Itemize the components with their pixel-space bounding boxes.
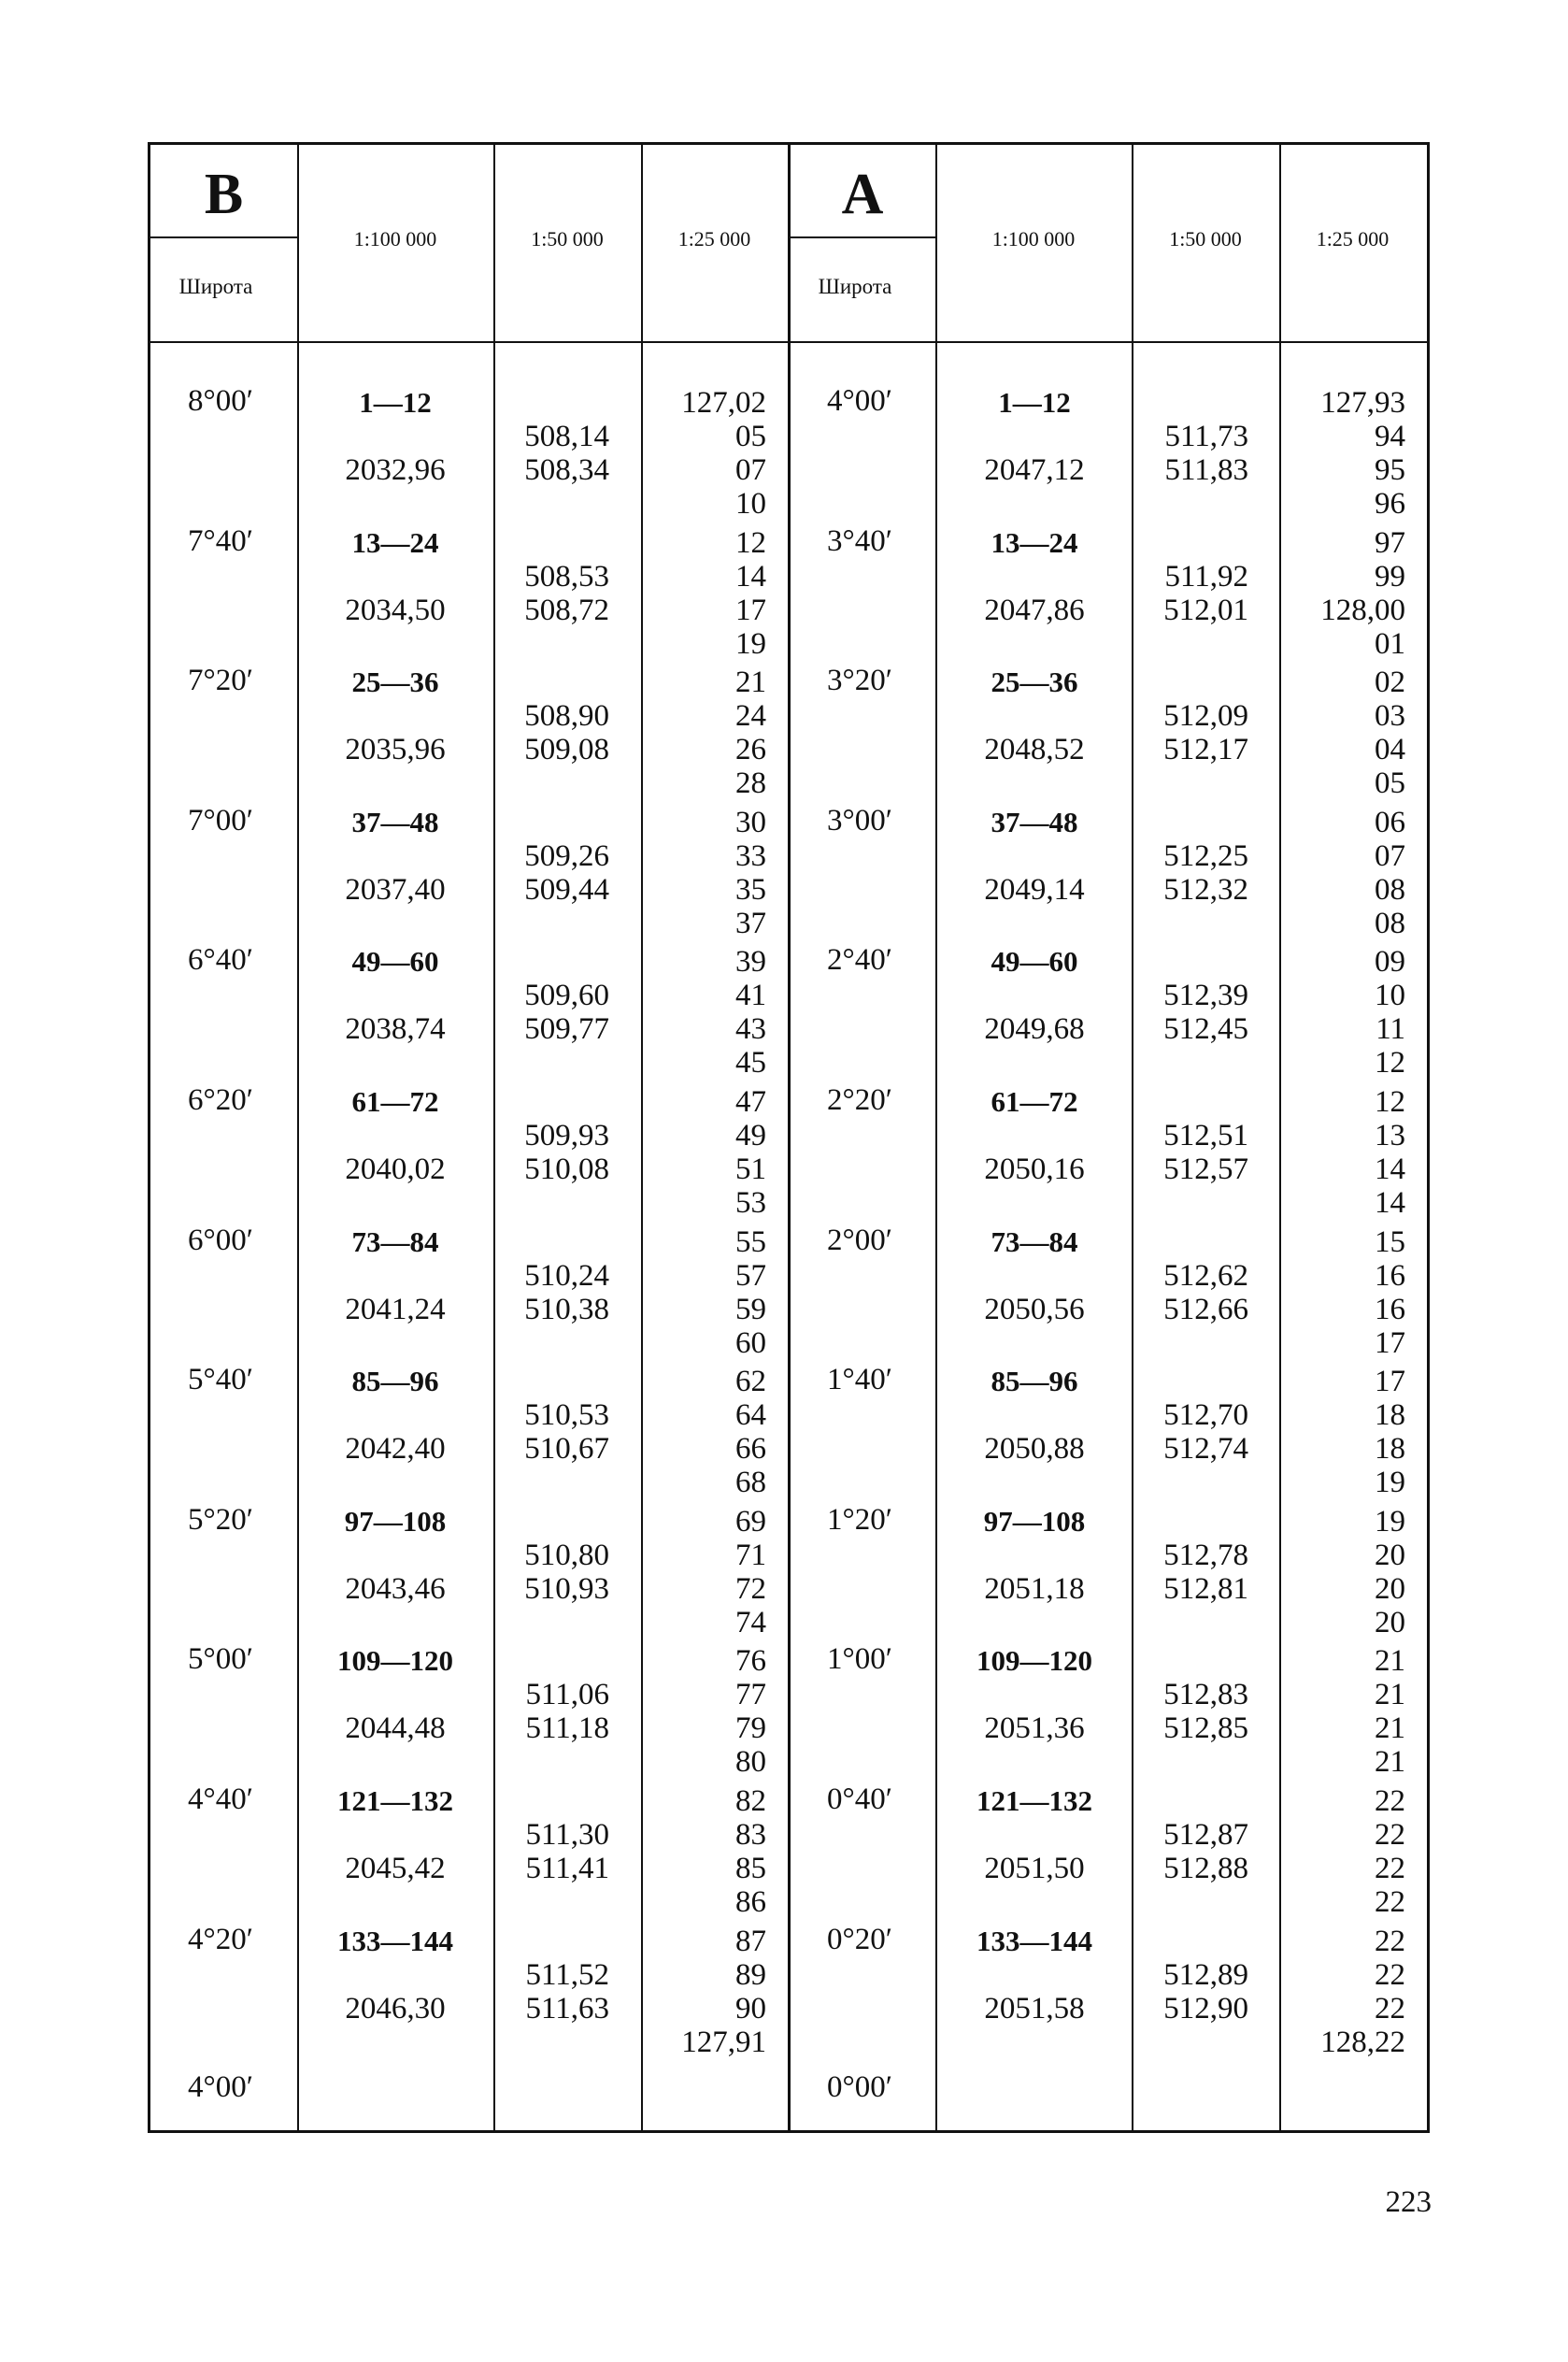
scale-50k-header: 1:50 000 (531, 227, 604, 251)
scale-25k-value: 12 (735, 525, 766, 560)
scale-25k-value: 55 (735, 1224, 766, 1259)
latitude-cell: 7°00′ (188, 803, 253, 837)
scale-25k-value: 86 (735, 1885, 766, 1919)
sheet-range-cell: 37—48 (991, 805, 1078, 838)
sheet-range-cell: 97—108 (983, 1504, 1086, 1538)
scale-25k-value: 22 (1375, 1957, 1405, 1992)
scale-25k-value: 04 (1375, 733, 1405, 767)
scale-25k-value: 26 (735, 733, 766, 767)
scale-50k-value: 512,51 (1163, 1119, 1248, 1152)
sheet-range-cell: 109—120 (976, 1644, 1092, 1678)
scale-25k-value: 15 (1375, 1224, 1405, 1259)
latitude-cell: 2°40′ (827, 943, 892, 978)
scale-100k-value: 2051,18 (984, 1571, 1085, 1606)
latitude-header: Широта (818, 275, 892, 298)
scale-50k-value: 508,90 (524, 699, 609, 734)
scale-50k-value: 511,92 (1164, 559, 1248, 594)
scale-25k-value: 59 (735, 1292, 766, 1326)
scale-50k-value: 510,08 (524, 1152, 609, 1186)
scale-25k-value: 127,02 (681, 386, 766, 420)
scale-25k-value: 82 (735, 1784, 766, 1818)
scale-25k-value: 16 (1375, 1258, 1405, 1293)
scale-50k-value: 509,60 (524, 979, 609, 1013)
sheet-range-cell: 49—60 (991, 945, 1078, 979)
scale-50k-value: 510,24 (524, 1258, 609, 1293)
scale-25k-value: 72 (735, 1571, 766, 1606)
scale-50k-value: 512,85 (1163, 1711, 1248, 1746)
scale-50k-value: 508,14 (524, 420, 609, 453)
scale-50k-value: 511,73 (1164, 420, 1248, 453)
scale-25k-value: 69 (735, 1504, 766, 1539)
scale-50k-value: 511,63 (525, 1991, 609, 2026)
scale-25k-value: 96 (1375, 487, 1405, 521)
scale-25k-value: 99 (1375, 559, 1405, 594)
scale-50k-value: 508,53 (524, 559, 609, 594)
scale-25k-value: 90 (735, 1991, 766, 2026)
block-letter-b: В (204, 163, 244, 226)
scale-25k-value: 19 (1375, 1466, 1405, 1500)
latitude-cell: 2°00′ (827, 1223, 892, 1257)
scale-50k-value: 511,18 (525, 1711, 609, 1746)
scale-100k-value: 2047,12 (984, 453, 1085, 487)
scale-25k-value: 01 (1375, 626, 1405, 661)
scale-100k-header: 1:100 000 (991, 227, 1076, 251)
scale-25k-value: 22 (1375, 1852, 1405, 1885)
scale-100k-value: 2042,40 (345, 1432, 446, 1467)
letter-rule (790, 236, 935, 238)
block-divider (788, 145, 791, 2130)
scale-25k-value: 33 (735, 838, 766, 873)
scale-25k-value: 49 (735, 1119, 766, 1152)
scale-25k-value: 17 (735, 593, 766, 627)
scale-25k-value: 24 (735, 699, 766, 734)
scale-25k-value: 60 (735, 1325, 766, 1360)
scale-25k-value: 22 (1375, 1924, 1405, 1958)
scale-50k-value: 509,44 (524, 872, 609, 907)
sheet-range-cell: 61—72 (351, 1085, 439, 1118)
latitude-cell: 6°40′ (188, 943, 253, 978)
scale-100k-value: 2043,46 (345, 1571, 446, 1606)
scale-25k-value: 21 (735, 666, 766, 700)
latitude-cell: 6°00′ (188, 1223, 253, 1257)
scale-50k-value: 512,01 (1163, 593, 1248, 627)
scale-50k-value: 511,30 (525, 1818, 609, 1852)
latitude-cell: 1°40′ (827, 1363, 892, 1397)
scale-25k-value: 20 (1375, 1571, 1405, 1606)
scale-50k-value: 512,70 (1163, 1398, 1248, 1433)
scale-25k-value: 03 (1375, 699, 1405, 734)
scale-25k-value: 39 (735, 945, 766, 980)
scale-25k-value: 43 (735, 1012, 766, 1047)
scale-25k-value: 127,91 (681, 2025, 766, 2059)
scale-25k-value: 17 (1375, 1365, 1405, 1399)
scale-25k-value: 19 (1375, 1504, 1405, 1539)
scale-25k-value: 21 (1375, 1745, 1405, 1780)
scale-25k-value: 94 (1375, 420, 1405, 453)
scale-100k-value: 2050,88 (984, 1432, 1085, 1467)
column-divider (935, 145, 937, 2130)
scale-25k-value: 05 (735, 420, 766, 453)
scale-50k-value: 512,83 (1163, 1678, 1248, 1712)
sheet-range-cell: 37—48 (351, 805, 439, 838)
latitude-cell: 7°20′ (188, 664, 253, 698)
scale-25k-value: 71 (735, 1538, 766, 1572)
scale-100k-value: 2051,50 (984, 1852, 1085, 1885)
scale-50k-value: 512,87 (1163, 1818, 1248, 1852)
latitude-cell: 4°20′ (188, 1922, 253, 1956)
scale-25k-value: 53 (735, 1186, 766, 1220)
scale-25k-value: 12 (1375, 1046, 1405, 1081)
scale-25k-value: 66 (735, 1432, 766, 1467)
sheet-range-cell: 121—132 (976, 1784, 1092, 1817)
sheet-range-cell: 73—84 (351, 1224, 439, 1258)
scale-table (148, 142, 1430, 2133)
latitude-cell: 6°20′ (188, 1083, 253, 1117)
scale-100k-value: 2049,14 (984, 872, 1085, 907)
scale-25k-value: 10 (1375, 979, 1405, 1013)
header-rule (150, 341, 1427, 343)
scale-25k-value: 08 (1375, 906, 1405, 940)
scale-100k-value: 2051,36 (984, 1711, 1085, 1746)
scale-25k-value: 13 (1375, 1119, 1405, 1152)
scale-25k-value: 18 (1375, 1432, 1405, 1467)
sheet-range-cell: 73—84 (991, 1224, 1078, 1258)
scale-50k-value: 510,93 (524, 1571, 609, 1606)
scale-25k-value: 08 (1375, 872, 1405, 907)
scale-25k-value: 12 (1375, 1085, 1405, 1119)
scale-50k-value: 512,39 (1163, 979, 1248, 1013)
sheet-range-cell: 49—60 (351, 945, 439, 979)
scale-25k-value: 83 (735, 1818, 766, 1852)
sheet-range-cell: 85—96 (991, 1365, 1078, 1398)
scale-50k-value: 512,78 (1163, 1538, 1248, 1572)
scale-25k-value: 64 (735, 1398, 766, 1433)
scale-50k-value: 511,06 (525, 1678, 609, 1712)
scale-100k-value: 2047,86 (984, 593, 1085, 627)
scale-25k-value: 20 (1375, 1605, 1405, 1639)
scale-50k-value: 512,89 (1163, 1957, 1248, 1992)
scale-25k-value: 22 (1375, 1818, 1405, 1852)
scale-25k-value: 22 (1375, 1885, 1405, 1919)
scale-25k-value: 09 (1375, 945, 1405, 980)
letter-rule (150, 236, 297, 238)
sheet-range-cell: 109—120 (337, 1644, 453, 1678)
scale-100k-header: 1:100 000 (353, 227, 437, 251)
scale-25k-value: 77 (735, 1678, 766, 1712)
scale-25k-value: 14 (735, 559, 766, 594)
sheet-range-cell: 25—36 (351, 666, 439, 699)
latitude-cell: 5°00′ (188, 1642, 253, 1677)
sheet-range-cell: 13—24 (991, 525, 1078, 559)
scale-25k-value: 02 (1375, 666, 1405, 700)
latitude-header: Широта (178, 275, 253, 298)
scale-25k-value: 74 (735, 1605, 766, 1639)
scale-50k-value: 512,25 (1163, 838, 1248, 873)
scale-25k-value: 45 (735, 1046, 766, 1081)
scale-100k-value: 2051,58 (984, 1991, 1085, 2026)
scale-50k-value: 512,74 (1163, 1432, 1248, 1467)
scale-25k-value: 20 (1375, 1538, 1405, 1572)
scale-25k-value: 18 (1375, 1398, 1405, 1433)
scale-50k-value: 512,17 (1163, 733, 1248, 767)
latitude-cell: 8°00′ (188, 384, 253, 418)
scale-50k-value: 508,72 (524, 593, 609, 627)
scale-100k-value: 2041,24 (345, 1292, 446, 1326)
scale-50k-value: 508,34 (524, 453, 609, 487)
scale-25k-value: 97 (1375, 525, 1405, 560)
scale-25k-value: 30 (735, 805, 766, 839)
scale-25k-value: 07 (735, 453, 766, 487)
scale-25k-value: 37 (735, 906, 766, 940)
scale-25k-value: 05 (1375, 766, 1405, 801)
scale-100k-value: 2046,30 (345, 1991, 446, 2026)
scale-25k-value: 21 (1375, 1678, 1405, 1712)
scale-50k-value: 510,38 (524, 1292, 609, 1326)
sheet-range-cell: 133—144 (337, 1924, 453, 1957)
scale-25k-value: 07 (1375, 838, 1405, 873)
scale-25k-value: 128,00 (1320, 593, 1405, 627)
scale-50k-value: 510,67 (524, 1432, 609, 1467)
scale-25k-value: 68 (735, 1466, 766, 1500)
scale-100k-value: 2050,16 (984, 1152, 1085, 1186)
scale-100k-value: 2037,40 (345, 872, 446, 907)
sheet-range-cell: 1—12 (998, 386, 1071, 419)
latitude-cell: 2°20′ (827, 1083, 892, 1117)
scale-100k-value: 2050,56 (984, 1292, 1085, 1326)
scale-25k-value: 87 (735, 1924, 766, 1958)
scale-50k-value: 512,66 (1163, 1292, 1248, 1326)
scale-100k-value: 2040,02 (345, 1152, 446, 1186)
scale-50k-value: 512,32 (1163, 872, 1248, 907)
scale-25k-value: 10 (735, 487, 766, 521)
scale-50k-value: 511,83 (1164, 453, 1248, 487)
scale-50k-value: 511,52 (525, 1957, 609, 1992)
scale-100k-value: 2034,50 (345, 593, 446, 627)
scale-25k-value: 14 (1375, 1186, 1405, 1220)
scale-25k-value: 16 (1375, 1292, 1405, 1326)
scale-50k-header: 1:50 000 (1169, 227, 1242, 251)
latitude-cell: 4°00′ (827, 384, 892, 418)
scale-50k-value: 510,53 (524, 1398, 609, 1433)
scale-25k-value: 57 (735, 1258, 766, 1293)
scale-100k-value: 2044,48 (345, 1711, 446, 1746)
scale-25k-value: 89 (735, 1957, 766, 1992)
scale-25k-value: 76 (735, 1644, 766, 1679)
scale-25k-value: 79 (735, 1711, 766, 1746)
final-latitude-right: 0°00′ (827, 2070, 892, 2104)
scale-25k-value: 22 (1375, 1991, 1405, 2026)
scale-25k-value: 06 (1375, 805, 1405, 839)
block-letter-a: А (841, 163, 884, 226)
page-number: 223 (1385, 2185, 1432, 2219)
scale-25k-value: 28 (735, 766, 766, 801)
latitude-cell: 7°40′ (188, 523, 253, 558)
latitude-cell: 4°40′ (188, 1782, 253, 1816)
scale-50k-value: 509,26 (524, 838, 609, 873)
scale-50k-value: 512,62 (1163, 1258, 1248, 1293)
scale-25k-value: 19 (735, 626, 766, 661)
scale-50k-value: 509,08 (524, 733, 609, 767)
latitude-cell: 0°40′ (827, 1782, 892, 1816)
scale-25k-value: 41 (735, 979, 766, 1013)
scale-25k-value: 47 (735, 1085, 766, 1119)
scale-50k-value: 512,09 (1163, 699, 1248, 734)
scale-25k-value: 14 (1375, 1152, 1405, 1186)
final-latitude-left: 4°00′ (188, 2070, 253, 2104)
scale-25k-value: 80 (735, 1745, 766, 1780)
scale-50k-value: 510,80 (524, 1538, 609, 1572)
scale-25k-value: 127,93 (1320, 386, 1405, 420)
scale-50k-value: 512,45 (1163, 1012, 1248, 1047)
scale-25k-value: 95 (1375, 453, 1405, 487)
latitude-cell: 1°00′ (827, 1642, 892, 1677)
sheet-range-cell: 61—72 (991, 1085, 1078, 1118)
scale-100k-value: 2035,96 (345, 733, 446, 767)
sheet-range-cell: 133—144 (976, 1924, 1092, 1957)
scale-50k-value: 512,88 (1163, 1852, 1248, 1885)
latitude-cell: 5°40′ (188, 1363, 253, 1397)
latitude-cell: 3°00′ (827, 803, 892, 837)
scale-25k-value: 85 (735, 1852, 766, 1885)
scale-25k-value: 62 (735, 1365, 766, 1399)
scale-25k-value: 128,22 (1320, 2025, 1405, 2059)
scale-100k-value: 2038,74 (345, 1012, 446, 1047)
scale-25k-value: 11 (1376, 1012, 1405, 1047)
scale-50k-value: 509,93 (524, 1119, 609, 1152)
scale-25k-value: 22 (1375, 1784, 1405, 1818)
scale-25k-value: 17 (1375, 1325, 1405, 1360)
scale-50k-value: 509,77 (524, 1012, 609, 1047)
latitude-cell: 5°20′ (188, 1502, 253, 1537)
scale-50k-value: 512,57 (1163, 1152, 1248, 1186)
scale-50k-value: 512,90 (1163, 1991, 1248, 2026)
sheet-range-cell: 85—96 (351, 1365, 439, 1398)
sheet-range-cell: 25—36 (991, 666, 1078, 699)
scale-100k-value: 2049,68 (984, 1012, 1085, 1047)
latitude-cell: 3°40′ (827, 523, 892, 558)
scale-100k-value: 2048,52 (984, 733, 1085, 767)
scale-100k-value: 2045,42 (345, 1852, 446, 1885)
column-divider (297, 145, 299, 2130)
scale-25k-value: 35 (735, 872, 766, 907)
latitude-cell: 1°20′ (827, 1502, 892, 1537)
scale-25k-value: 21 (1375, 1644, 1405, 1679)
sheet-range-cell: 13—24 (351, 525, 439, 559)
scale-25k-value: 51 (735, 1152, 766, 1186)
sheet-range-cell: 97—108 (344, 1504, 447, 1538)
scale-25k-header: 1:25 000 (677, 227, 751, 251)
latitude-cell: 3°20′ (827, 664, 892, 698)
scale-50k-value: 511,41 (525, 1852, 609, 1885)
latitude-cell: 0°20′ (827, 1922, 892, 1956)
scale-25k-value: 21 (1375, 1711, 1405, 1746)
scale-50k-value: 512,81 (1163, 1571, 1248, 1606)
sheet-range-cell: 1—12 (359, 386, 432, 419)
scale-100k-value: 2032,96 (345, 453, 446, 487)
scale-25k-header: 1:25 000 (1316, 227, 1390, 251)
sheet-range-cell: 121—132 (337, 1784, 453, 1817)
